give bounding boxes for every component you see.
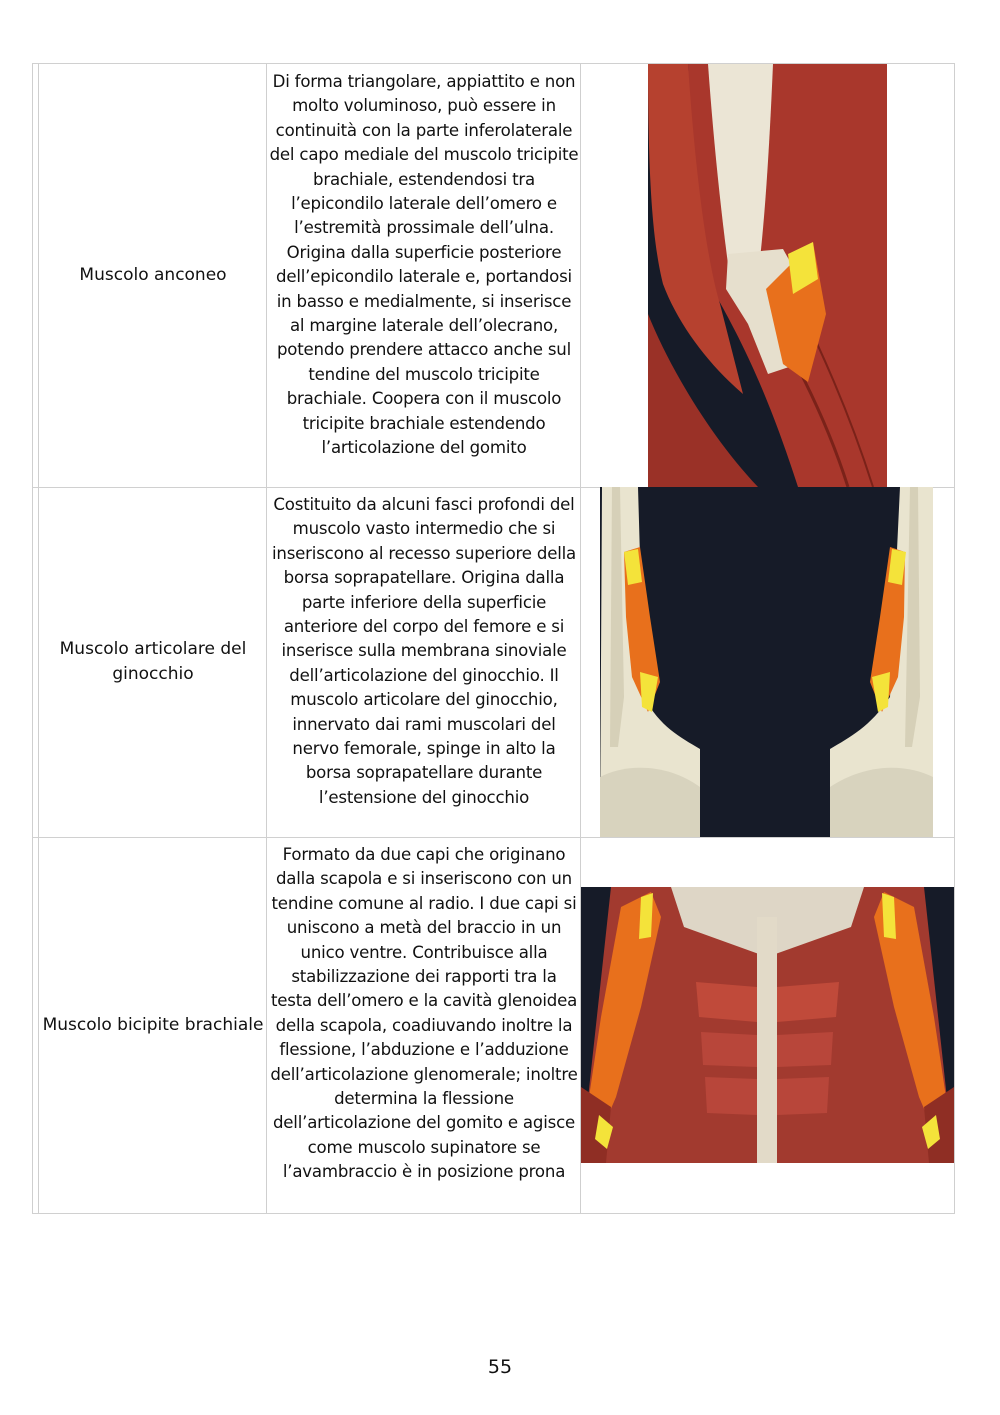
table-border-left — [32, 64, 33, 1213]
muscle-name-cell — [40, 837, 266, 1213]
biceps-brachii-illustration — [581, 887, 954, 1163]
muscle-name-cell — [40, 487, 266, 837]
muscle-name: Muscolo anconeo — [79, 265, 227, 285]
muscle-description: Costituito da alcuni fasci profondi del muscolo vasto intermedio che si inseriscono al recesso superiore della borsa soprapatellare. Origina dalla parte inferiore della superficie anteriore del corpo del femore e si inserisce sulla membrana sinoviale dell’articolazione del ginocchio. Il muscolo articolare del ginocchio, innervato dai rami muscolari del nervo femorale, spinge in alto la borsa soprapatellare durante l’estensione del ginocchio — [271, 495, 576, 807]
muscle-name: Muscolo articolare del ginocchio — [59, 639, 247, 684]
muscle-description: Di forma triangolare, appiattito e non molto voluminoso, può essere in continuità con la parte inferolaterale del capo mediale del muscolo tricipite brachiale, estendendosi tra l’epicondilo laterale dell’omero e l’estremità prossimale dell’ulna. Origina dalla superficie posteriore dell’epicondilo laterale e, portandosi in basso e medialmente, si inserisce al margine laterale dell’olecrano, potendo prendere attacco anche sul tendine del muscolo tricipite brachiale. Coopera con il muscolo tricipite brachiale estendendo l’articolazione del gomito — [269, 72, 579, 458]
table-border-left-inner — [38, 64, 39, 1213]
articularis-genus-illustration — [600, 487, 933, 837]
page-number: 55 — [487, 1356, 513, 1378]
column-divider — [266, 64, 267, 1213]
muscle-description: Formato da due capi che originano dalla scapola e si inseriscono con un tendine comune al radio. I due capi si uniscono a metà del braccio in un unico ventre. Contribuisce alla stabilizzazione dei rapporti tra la testa dell’omero e la cavità glenoidea della scapola, coadiuvando inoltre la flessione, l’abduzione e l’adduzione dell’articolazione glenomerale; inoltre determina la flessione dell’articolazione del gomito e agisce come muscolo supinatore se l’avambraccio è in posizione prona — [270, 845, 578, 1182]
muscle-table — [32, 63, 955, 1214]
muscle-name-cell — [40, 64, 266, 487]
anconeus-muscle-illustration — [648, 64, 887, 487]
table-border-right — [954, 64, 955, 1213]
muscle-name: Muscolo bicipite brachiale — [42, 1014, 264, 1035]
